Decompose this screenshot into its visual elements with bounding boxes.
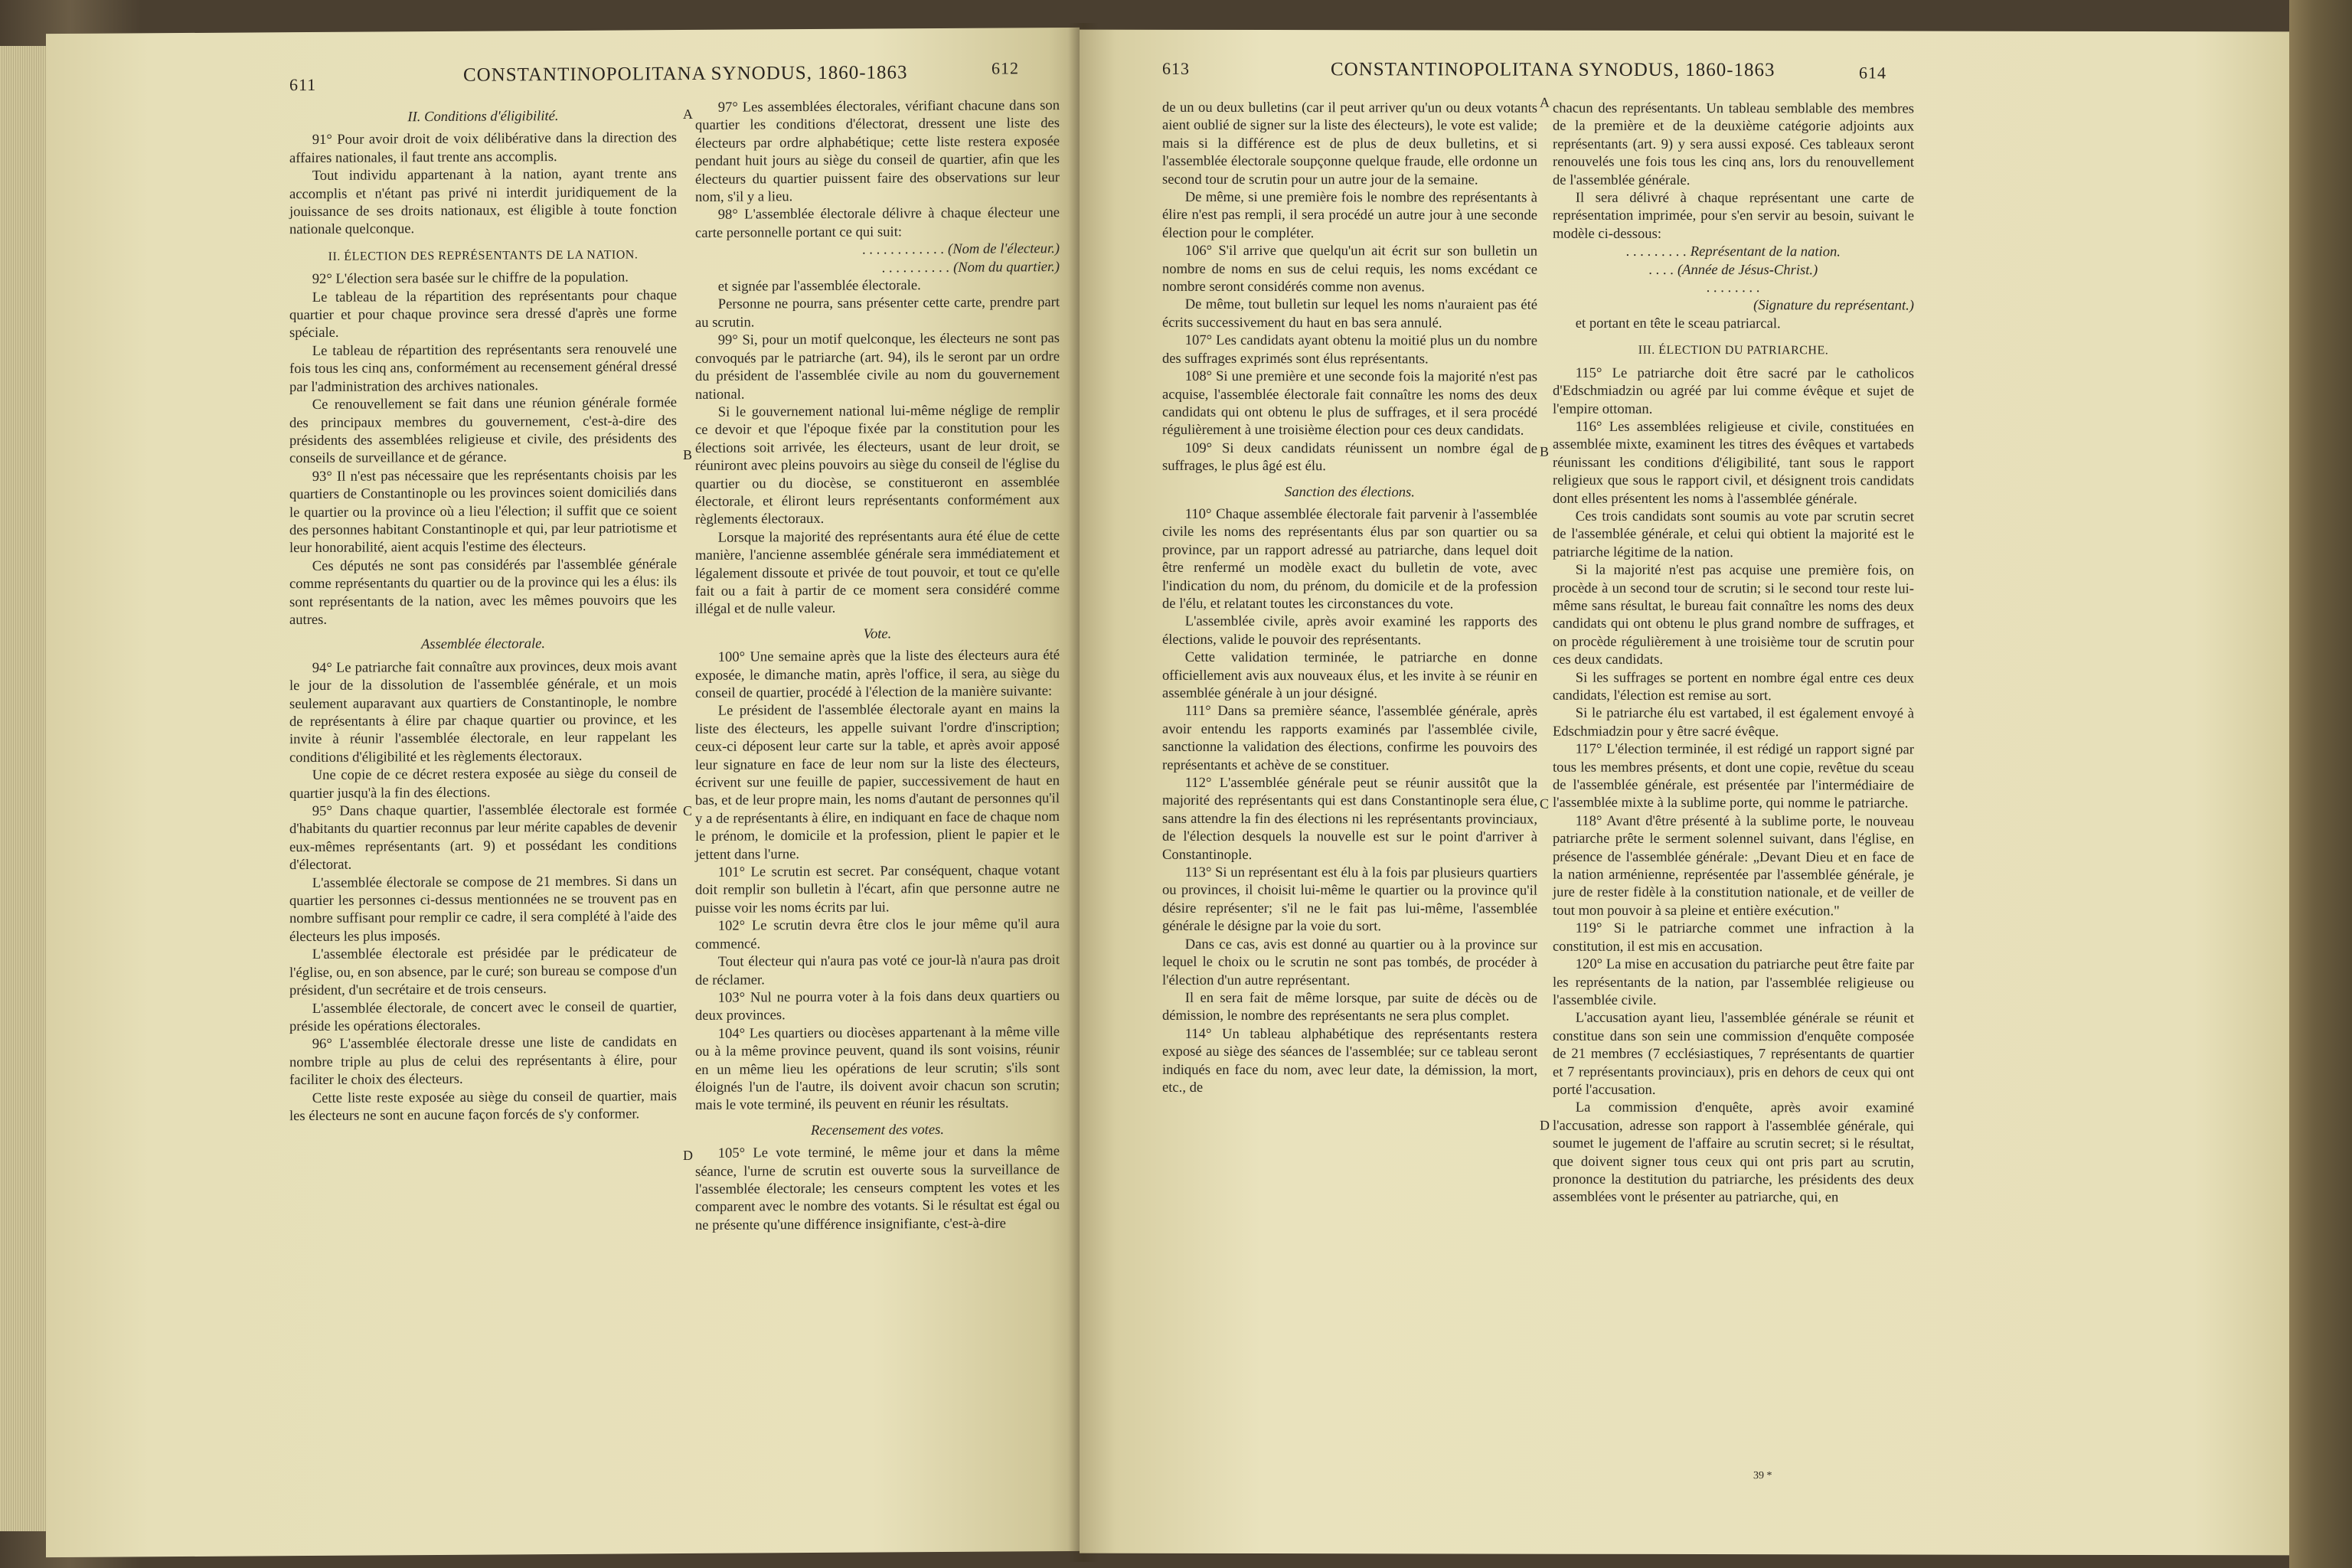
- paragraph: . . . . . . . . . . (Nom du quartier.): [882, 258, 1060, 276]
- paragraph: L'accusation ayant lieu, l'assemblée générale se réunit et constitue dans son sein une commission d'enquête composée de 21 membres (7 ecclésiastiques, 7 représentants de quartier et 7 représentants provinciaux), pris en dehors de ceux qui ont porté l'accusation.: [1553, 1010, 1914, 1098]
- paragraph: chacun des représentants. Un tableau semblable des membres de la première et de la deuxième catégorie adjoints aux représentants (art. 9) y sera aussi exposé. Ces tableaux seront renouvelés une fois tous les cinq ans, lors du renouvellement de l'assemblée générale.: [1553, 100, 1914, 188]
- paragraph: Il en sera fait de même lorsque, par suite de décès ou de démission, le nombre des représentants ne sera plus complet.: [1162, 989, 1537, 1024]
- paragraph: Si la majorité n'est pas acquise une première fois, on procède à un second tour de scrutin; si le second tour reste lui-même sans résultat, le bureau fait connaître les noms des deux candidats qui ont obtenu le plus grand nombre de suffrages, et on procède régulièrement à une troisième tour de scrutin pour ces deux candidats.: [1553, 561, 1914, 668]
- paragraph: Tout électeur qui n'aura pas voté ce jour-là n'aura pas droit de réclamer.: [695, 952, 1060, 988]
- paragraph: 106° S'il arrive que quelqu'un ait écrit sur son bulletin un nombre de noms en sus de celui requis, les noms excédant ce nombre seront considérés comme non avenus.: [1162, 243, 1537, 296]
- paragraph: Lorsque la majorité des représentants aura été élue de cette manière, l'ancienne assemblée générale sera immédiatement et légalement dissoute et privée de tout pouvoir, et tout ce qu'elle fait ou a fait à partir de ce moment sera considéré comme illégal et de nulle valeur.: [695, 527, 1060, 618]
- paragraph: 110° Chaque assemblée électorale fait parvenir à l'assemblée civile les noms des représentants élus par son quartier ou sa province, par un rapport adressé au patriarche, dans lequel doit être renfermé un modèle exact du bulletin de vote, avec l'indication du nom, du prénom, du domicile et de la profession de l'élu, et relatant toutes les circonstances du vote.: [1162, 505, 1537, 612]
- right-page-column-2: [1553, 100, 1914, 1207]
- paragraph: de un ou deux bulletins (car il peut arriver qu'un ou deux votants aient oublié de signer sur la liste des électeurs), le vote est valide; mais si la différence est de plus de deux bulletins, et si l'assemblée électorale soupçonne quelque fraude, elle ordonne un second tour de scrutin pour un autre jour de la semaine.: [1162, 99, 1537, 188]
- margin-marker-a: A: [683, 106, 693, 122]
- running-title: CONSTANTINOPOLITANA SYNODUS, 1860-1863: [463, 62, 908, 86]
- paragraph: Le tableau de répartition des représentants sera renouvelé une fois tous les cinq ans, conformément au recensement général dressé par l'administration des archives nationales.: [289, 340, 677, 395]
- subsection-heading: Sanction des élections.: [1285, 483, 1415, 500]
- paragraph: (Signature du représentant.): [1753, 297, 1914, 314]
- right-page-column-1: [1162, 99, 1537, 1097]
- paragraph: 101° Le scrutin est secret. Par conséquent, chaque votant doit remplir son bulletin à l'écart, afin que personne autre ne puisse voir les noms écrits par lui.: [695, 862, 1060, 916]
- section-heading: II. ÉLECTION DES REPRÉSENTANTS DE LA NATION.: [328, 248, 639, 263]
- left-page-column-2: [695, 96, 1060, 1234]
- paragraph: 99° Si, pour un motif quelconque, les électeurs ne sont pas convoqués par le patriarche (art. 94), ils le seront par un ordre du président de l'assemblée civile au nom du gouvernement national.: [695, 330, 1060, 403]
- page-edges: [0, 46, 46, 1531]
- margin-marker-a-right: A: [1540, 94, 1550, 110]
- paragraph: 94° Le patriarche fait connaître aux provinces, deux mois avant le jour de la dissolution de l'assemblée générale, et un mois seulement auparavant aux quartiers de Constantinople, le nombre de représentants à élire par chaque quartier ou province, et les invite à réunir l'assemblée électorale, en leur rappelant les conditions d'éligibilité et les règlements électoraux.: [289, 657, 677, 766]
- paragraph: . . . . . . . . . . . . (Nom de l'électeur.): [862, 240, 1060, 258]
- paragraph: Cette liste reste exposée au siège du conseil de quartier, mais les électeurs ne sont en aucune façon forcés de s'y conformer.: [289, 1087, 677, 1125]
- subsection-heading: Recensement des votes.: [811, 1121, 944, 1138]
- paragraph: Cette validation terminée, le patriarche en donne officiellement avis aux nouveaux élus, et les invite à se réunir en assemblée générale à un jour désigné.: [1162, 649, 1537, 702]
- paragraph: Une copie de ce décret restera exposée au siège du conseil de quartier jusqu'à la fin des élections.: [289, 765, 677, 802]
- book-cover-edge: [2289, 0, 2352, 1568]
- paragraph: 96° L'assemblée électorale dresse une liste de candidats en nombre triple au plus de celui des représentants à élire, pour faciliter le choix des électeurs.: [289, 1034, 677, 1089]
- paragraph: Tout individu appartenant à la nation, ayant trente ans accomplis et n'étant pas privé ni interdit juridiquement de la jouissance de ses droits nationaux, est éligible à toute fonction nationale quelconque.: [289, 165, 677, 238]
- paragraph: 108° Si une première et une seconde fois la majorité n'est pas acquise, l'assemblée électorale fait connaître les noms des deux candidats qui ont obtenu le plus de suffrages, et il sera procédé régulièrement à une troisième élection pour ces deux candidats.: [1162, 368, 1537, 439]
- paragraph: 103° Nul ne pourra voter à la fois dans deux quartiers ou deux provinces.: [695, 987, 1060, 1024]
- paragraph: et portant en tête le sceau patriarcal.: [1575, 315, 1781, 332]
- paragraph: L'assemblée électorale, de concert avec le conseil de quartier, préside les opérations électorales.: [289, 998, 677, 1035]
- paragraph: 98° L'assemblée électorale délivre à chaque électeur une carte personnelle portant ce qui suit:: [695, 204, 1060, 241]
- paragraph: Dans ce cas, avis est donné au quartier ou à la province sur lequel le choix ou le scrutin ne sont pas tombés, de procéder à l'élection d'un autre représentant.: [1162, 936, 1537, 988]
- paragraph: 120° La mise en accusation du patriarche peut être faite par les représentants de la nation, par l'assemblée religieuse ou l'assemblée civile.: [1553, 956, 1914, 1008]
- page-number-612: 612: [991, 58, 1019, 78]
- paragraph: 97° Les assemblées électorales, vérifiant chacune dans son quartier les conditions d'électorat, dressent une liste des électeurs par ordre alphabétique; cette liste restera exposée pendant huit jours au siège du conseil de quartier, afin que les électeurs du quartier puissent faire des observations sur leur nom, s'il y a lieu.: [695, 97, 1060, 205]
- page-number-613: 613: [1162, 58, 1190, 78]
- margin-marker-c-right: C: [1540, 795, 1550, 812]
- paragraph: De même, si une première fois le nombre des représentants à élire n'est pas rempli, il sera procédé un autre jour à une seconde élection pour le compléter.: [1162, 188, 1537, 241]
- paragraph: Ces députés ne sont pas considérés par l'assemblée générale comme représentants du quartier ou de la province qui les a élus: ils sont représentants de la nation, avec les mêmes pouvoirs que les autres.: [289, 555, 677, 629]
- paragraph: 91° Pour avoir droit de voix délibérative dans la direction des affaires nationales, il faut trente ans accomplis.: [289, 129, 677, 166]
- subsection-heading: II. Conditions d'éligibilité.: [407, 108, 559, 126]
- running-title-right: CONSTANTINOPOLITANA SYNODUS, 1860-1863: [1331, 59, 1775, 81]
- margin-marker-c: C: [683, 802, 693, 819]
- paragraph: 93° Il n'est pas nécessaire que les représentants choisis par les quartiers de Constantinople ou les provinces soient domiciliés dans le quartier ou la province où a lieu l'élection; il suffit que ce soient des personnes habitant Constantinople et qui, par leur patriotisme et leur honorabilité, aient acquis l'estime des électeurs.: [289, 466, 677, 557]
- paragraph: . . . . . . . . . Représentant de la nation.: [1626, 243, 1841, 260]
- paragraph: Le président de l'assemblée électorale ayant en mains la liste des électeurs, les appelle suivant l'ordre d'inscription; ceux-ci déposent leur carte sur la table, et après avoir apposé leur signature en face de leur nom sur la liste des électeurs, écrivent sur une feuille de papier, successivement de haut en bas, et de leur propre main, les noms d'autant de personnes qu'il y a de représentants à élire, en indiquant en face de chaque nom le prénom, le domicile et la profession, plient le papier et le jettent dans l'urne.: [695, 701, 1060, 863]
- paragraph: 117° L'élection terminée, il est rédigé un rapport signé par tous les membres présents, et dont une copie, revêtue du sceau de l'assemblée générale, est présentée par l'intermédiaire de l'assemblée mixte à la sublime porte, qui nomme le patriarche.: [1553, 740, 1914, 812]
- paragraph: 109° Si deux candidats réunissent un nombre égal de suffrages, le plus âgé est élu.: [1162, 439, 1537, 475]
- paragraph: 112° L'assemblée générale peut se réunir aussitôt que la majorité des représentants qui est dans Constantinople sera élue, sans attendre la fin des élections ni les représentants provinciaux, de l'élection desquels la nouvelle est sur le point d'arriver à Constantinople.: [1162, 774, 1537, 863]
- section-heading: III. ÉLECTION DU PATRIARCHE.: [1638, 344, 1829, 358]
- page-number-614: 614: [1859, 63, 1886, 83]
- paragraph: 116° Les assemblées religieuse et civile, constituées en assemblée mixte, examinent les titres des évêques et vartabeds réunissant les conditions d'éligibilité, tant sous le rapport religieux que sous le rapport civil, et désignent trois candidats dont elles présentent les noms à l'assemblée générale.: [1553, 418, 1914, 507]
- paragraph: L'assemblée électorale est présidée par le prédicateur de l'église, ou, en son absence, par le curé; son bureau se compose d'un président, d'un secrétaire et de trois censeurs.: [289, 944, 677, 999]
- paragraph: et signée par l'assemblée électorale.: [717, 277, 921, 295]
- left-page-header: [46, 57, 1080, 93]
- paragraph: Si les suffrages se portent en nombre égal entre ces deux candidats, l'élection est remise au sort.: [1553, 669, 1914, 704]
- paragraph: Si le patriarche élu est vartabed, il est également envoyé à Edschmiadzin pour y être sacré évêque.: [1553, 705, 1914, 740]
- right-page: [1080, 30, 2291, 1556]
- paragraph: Personne ne pourra, sans présenter cette carte, prendre part au scrutin.: [695, 294, 1060, 331]
- paragraph: 111° Dans sa première séance, l'assemblée générale, après avoir entendu les rapports examinés par l'assemblée civile, sanctionne la validation des élections, confirme les pouvoirs des représentants et achève de se constituer.: [1162, 703, 1537, 773]
- paragraph: De même, tout bulletin sur lequel les noms n'auraient pas été écrits successivement du haut en bas sera annulé.: [1162, 296, 1537, 332]
- paragraph: 118° Avant d'être présenté à la sublime porte, le nouveau patriarche prête le serment solennel suivant, dans l'église, en présence de l'assemblée générale: „Devant Dieu et en face de la nation arménienne, représentée par l'assemblée générale, je jure de rester fidèle à la constitution nationale, et de veiller de tout mon pouvoir à sa pleine et entière exécution.": [1553, 812, 1914, 920]
- margin-marker-b-right: B: [1540, 443, 1550, 459]
- paragraph: Ces trois candidats sont soumis au vote par scrutin secret de l'assemblée générale, et celui qui obtient la majorité est le patriarche légitime de la nation.: [1553, 508, 1914, 560]
- paragraph: 119° Si le patriarche commet une infraction à la constitution, il est mis en accusation.: [1553, 920, 1914, 955]
- paragraph: 107° Les candidats ayant obtenu la moitié plus un du nombre des suffrages exprimés sont élus représentants.: [1162, 332, 1537, 368]
- paragraph: Le tableau de la répartition des représentants pour chaque quartier et pour chaque province sera dressé d'après une forme spéciale.: [289, 286, 677, 341]
- margin-marker-d: D: [683, 1147, 693, 1164]
- signature-mark: 39 *: [1753, 1470, 1772, 1482]
- margin-marker-d-right: D: [1540, 1117, 1550, 1133]
- paragraph: Ce renouvellement se fait dans une réunion générale formée des principaux membres du gouvernement, c'est-à-dire des présidents des assemblées religieuse et civile, des présidents des conseils de surveillance et de gérance.: [289, 394, 677, 467]
- subsection-heading: Assemblée électorale.: [420, 635, 546, 653]
- paragraph: 95° Dans chaque quartier, l'assemblée électorale est formée d'habitants du quartier reconnus par leur mérite capables de devenir eux-mêmes représentants (art. 9) et possédant les conditions d'électorat.: [289, 801, 677, 874]
- paragraph: 92° L'élection sera basée sur le chiffre de la population.: [312, 269, 629, 288]
- left-page: [46, 28, 1080, 1557]
- right-page-header: [1080, 59, 2291, 92]
- paragraph: 102° Le scrutin devra être clos le jour même qu'il aura commencé.: [695, 916, 1060, 952]
- margin-marker-b: B: [683, 446, 693, 463]
- paragraph: . . . . (Année de Jésus-Christ.): [1648, 261, 1818, 278]
- paragraph: 115° Le patriarche doit être sacré par le catholicos d'Edschmiadzin ou agréé par lui comme évêque et sujet de l'empire ottoman.: [1553, 364, 1914, 417]
- paragraph: 113° Si un représentant est élu à la fois par plusieurs quartiers ou provinces, il choisit lui-même le quartier ou la province qu'il désire représenter; s'il ne le fait pas lui-même, l'assemblée générale le désigne par la voie du sort.: [1162, 864, 1537, 935]
- left-page-column-1: [289, 99, 677, 1125]
- paragraph: 105° Le vote terminé, le même jour et dans la même séance, l'urne de scrutin est ouverte sous la surveillance de l'assemblée électorale; les censeurs comptent les votes et les comparent avec le nombre des votants. Si le résultat est égal ou ne présente qu'une différence insignifiante, c'est-à-dire: [695, 1143, 1060, 1233]
- paragraph: 104° Les quartiers ou diocèses appartenant à la même ville ou à la même province peuvent, quand ils sont voisins, réunir en un même lieu les opérations de leur scrutin; s'ils sont éloignés l'un de l'autre, ils doivent avoir chacun son scrutin; mais le vote terminé, ils peuvent en réunir les résultats.: [695, 1023, 1060, 1114]
- paragraph: 114° Un tableau alphabétique des représentants restera exposé au siège des séances de l'assemblée; sur ce tableau seront indiqués en face du nom, avec leur date, la démission, la mort, etc., de: [1162, 1025, 1537, 1096]
- paragraph: Si le gouvernement national lui-même néglige de remplir ce devoir et que l'époque fixée par la constitution pour les élections soit arrivée, les électeurs, usant de leur droit, se réuniront avec pleins pouvoirs au siège du conseil de l'église du quartier ou du diocèse, se constitueront en assemblée électorale, et éliront leurs représentants conformément aux règlements électoraux.: [695, 401, 1060, 528]
- paragraph: Il sera délivré à chaque représentant une carte de représentation imprimée, pour s'en servir au besoin, suivant le modèle ci-dessous:: [1553, 189, 1914, 242]
- paragraph: L'assemblée électorale se compose de 21 membres. Si dans un quartier les personnes ci-dessus mentionnées ne se trouvent pas en nombre suffisant pour remplir ce cadre, il sera complété à l'aide des électeurs les plus imposés.: [289, 872, 677, 946]
- paragraph: 100° Une semaine après que la liste des électeurs aura été exposée, le dimanche matin, après l'office, il sera, au siège du conseil de quartier, procédé à l'élection de la manière suivante:: [695, 647, 1060, 701]
- paragraph: L'assemblée civile, après avoir examiné les rapports des élections, valide le pouvoir des représentants.: [1162, 613, 1537, 648]
- paragraph: La commission d'enquête, après avoir examiné l'accusation, adresse son rapport à l'assemblée générale, qui soumet le jugement de l'affaire au scrutin secret; si le résultat, que doivent signer tous ceux qui ont pris part au scrutin, prononce la destitution du patriarche, les présidents des deux assemblées vont le présenter au patriarche, qui, en: [1553, 1099, 1914, 1206]
- paragraph: . . . . . . . .: [1707, 279, 1760, 296]
- page-number-611: 611: [289, 74, 317, 95]
- subsection-heading: Vote.: [863, 626, 892, 642]
